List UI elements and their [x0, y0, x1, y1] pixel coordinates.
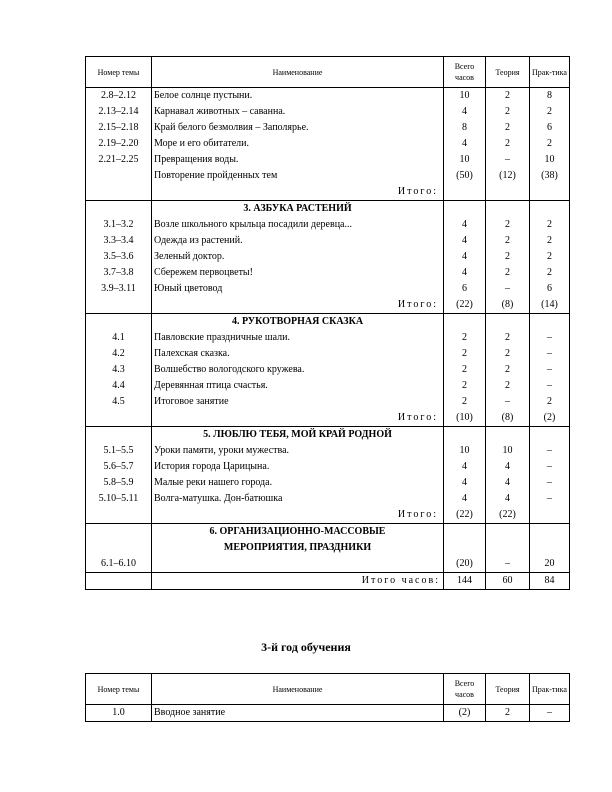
- row-num: 5.10–5.11: [98, 493, 139, 504]
- row-theory: 2: [505, 267, 510, 278]
- row-practice: 6: [547, 122, 552, 133]
- row-total: 4: [462, 251, 467, 262]
- section-total: (22): [456, 299, 473, 310]
- row-theory: –: [505, 154, 510, 165]
- header-name: Наименование: [152, 57, 444, 88]
- row-practice: –: [547, 332, 552, 343]
- row-practice: 10: [544, 154, 555, 165]
- section-practice: (2): [543, 412, 556, 423]
- grand-total-label: Итого часов:: [152, 573, 444, 590]
- row-name: [154, 556, 441, 572]
- row-name: Возле школьного крыльца посадили деревца...: [154, 219, 352, 230]
- num-column: [86, 427, 152, 524]
- header-name: Наименование: [152, 674, 444, 705]
- row-theory: 2: [505, 364, 510, 375]
- row-practice: –: [547, 461, 552, 472]
- row-num: 2.13–2.14: [98, 106, 139, 117]
- row-total: 2: [462, 380, 467, 391]
- row-theory: 2: [505, 219, 510, 230]
- total-column: [444, 314, 486, 427]
- row-name: Превращения воды.: [154, 154, 239, 165]
- row-num: 2.21–2.25: [98, 154, 139, 165]
- row-theory: 2: [505, 348, 510, 359]
- section-title: 3. АЗБУКА РАСТЕНИЙ: [243, 203, 352, 214]
- row-num: 3.5–3.6: [103, 251, 134, 262]
- grand-total: 144: [444, 573, 486, 590]
- table-row: [86, 705, 570, 722]
- row-practice: –: [547, 348, 552, 359]
- row-total: 10: [459, 154, 470, 165]
- row-theory: (12): [499, 170, 516, 181]
- row-practice: 2: [547, 267, 552, 278]
- section-title-line1: 6. ОРГАНИЗАЦИОННО-МАССОВЫЕ: [209, 526, 386, 537]
- section-block: [86, 314, 570, 427]
- row-total: 2: [462, 332, 467, 343]
- row-name: Итоговое занятие: [154, 396, 229, 407]
- row-total: 4: [462, 219, 467, 230]
- table-header-row: [86, 57, 570, 88]
- row-practice: –: [547, 477, 552, 488]
- row-num: 2.19–2.20: [98, 138, 139, 149]
- row-num: 4.3: [112, 364, 125, 375]
- row-theory: 2: [505, 106, 510, 117]
- row-practice: 2: [547, 138, 552, 149]
- row-total: (20): [456, 558, 473, 569]
- row-num: 4.1: [112, 332, 125, 343]
- year-heading: 3-й год обучения: [261, 640, 351, 654]
- row-total: 4: [462, 138, 467, 149]
- row-practice: 2: [547, 396, 552, 407]
- practice-column: [530, 427, 570, 524]
- row-num: 6.1–6.10: [101, 558, 136, 569]
- row-name: Волга-матушка. Дон-батюшка: [154, 493, 283, 504]
- grand-total-practice: 84: [530, 573, 570, 590]
- header-total: Всего часов: [444, 674, 486, 705]
- section-theory: (8): [501, 299, 514, 310]
- section-practice: [532, 507, 567, 523]
- row-num: 3.7–3.8: [103, 267, 134, 278]
- row-theory: 4: [505, 493, 510, 504]
- row-name: Палехская сказка.: [154, 348, 230, 359]
- section-practice: (14): [541, 299, 558, 310]
- name-column: [152, 314, 444, 427]
- row-name: Деревянная птица счастья.: [154, 380, 268, 391]
- theory-column: [486, 427, 530, 524]
- row-num: 5.8–5.9: [103, 477, 134, 488]
- row-practice: –: [547, 493, 552, 504]
- row-name: Повторение пройденных тем: [154, 170, 278, 181]
- row-name: Белое солнце пустыни.: [154, 90, 253, 101]
- row-theory: 2: [505, 138, 510, 149]
- grand-total-row: [86, 573, 570, 590]
- section-total-label: Итого:: [397, 186, 438, 197]
- row-name: Море и его обитатели.: [154, 138, 249, 149]
- row-name: Малые реки нашего города.: [154, 477, 273, 488]
- row-theory: –: [505, 396, 510, 407]
- header-theory: Теория: [486, 674, 530, 705]
- num-column: [86, 524, 152, 573]
- row-theory: 10: [502, 445, 513, 456]
- row-theory: 4: [505, 461, 510, 472]
- year3-table: [85, 673, 570, 722]
- row-name: Зеленый доктор.: [154, 251, 225, 262]
- row-practice: 2: [547, 106, 552, 117]
- row-total: 10: [459, 90, 470, 101]
- row-name: Сбережем первоцветы!: [154, 267, 253, 278]
- row-total: 2: [462, 364, 467, 375]
- row-theory: 2: [505, 122, 510, 133]
- header-total: Всего часов: [444, 57, 486, 88]
- theory-column: [486, 201, 530, 314]
- practice-column: [530, 88, 570, 201]
- row-name: Юный цветовод: [154, 283, 223, 294]
- row-total: 4: [462, 267, 467, 278]
- total-column: [444, 88, 486, 201]
- practice-column: [530, 201, 570, 314]
- row-name: Павловские праздничные шали.: [154, 332, 290, 343]
- row-theory: 2: [505, 332, 510, 343]
- row-theory: 4: [505, 477, 510, 488]
- row-practice: –: [530, 705, 570, 722]
- row-total: 4: [462, 461, 467, 472]
- name-column: [152, 524, 444, 573]
- practice-column: [530, 314, 570, 427]
- section-total-label: Итого:: [397, 412, 438, 423]
- row-theory: –: [505, 283, 510, 294]
- row-num: 2.15–2.18: [98, 122, 139, 133]
- total-column: [444, 201, 486, 314]
- section-title: 5. ЛЮБЛЮ ТЕБЯ, МОЙ КРАЙ РОДНОЙ: [203, 429, 392, 440]
- total-column: [444, 427, 486, 524]
- row-theory: 2: [505, 380, 510, 391]
- row-total: 10: [459, 445, 470, 456]
- row-practice: 2: [547, 219, 552, 230]
- row-num: 5.6–5.7: [103, 461, 134, 472]
- row-total: 4: [462, 477, 467, 488]
- num-column: [86, 201, 152, 314]
- theory-column: [486, 88, 530, 201]
- num-column: [86, 88, 152, 201]
- row-practice: 2: [547, 235, 552, 246]
- section-total: (22): [456, 509, 473, 520]
- section-title: 4. РУКОТВОРНАЯ СКАЗКА: [231, 316, 364, 327]
- row-num: 4.5: [112, 396, 125, 407]
- grand-total-theory: 60: [486, 573, 530, 590]
- total-column: [444, 524, 486, 573]
- header-num: Номер темы: [86, 674, 152, 705]
- row-name: Карнавал животных – саванна.: [154, 106, 286, 117]
- curriculum-table: [85, 56, 570, 590]
- section-total: (10): [456, 412, 473, 423]
- row-theory: –: [505, 558, 510, 569]
- row-name: История города Царицына.: [154, 461, 270, 472]
- row-practice: –: [547, 445, 552, 456]
- row-num: 2.8–2.12: [101, 90, 136, 101]
- row-name: Уроки памяти, уроки мужества.: [154, 445, 290, 456]
- row-practice: 2: [547, 251, 552, 262]
- row-total: 4: [462, 493, 467, 504]
- row-num: 5.1–5.5: [103, 445, 134, 456]
- row-total: 6: [462, 283, 467, 294]
- row-num: 3.9–3.11: [101, 283, 136, 294]
- row-theory: 2: [505, 90, 510, 101]
- section-block: [86, 427, 570, 524]
- row-total: 8: [462, 122, 467, 133]
- row-theory: 2: [486, 705, 530, 722]
- section-theory: (8): [501, 412, 514, 423]
- section-block: [86, 88, 570, 201]
- num-column: [86, 314, 152, 427]
- row-practice: –: [547, 364, 552, 375]
- practice-column: [530, 524, 570, 573]
- section-total-label: Итого:: [397, 509, 438, 520]
- row-total: 2: [462, 348, 467, 359]
- table-header-row: [86, 674, 570, 705]
- row-name: Вводное занятие: [152, 705, 444, 722]
- row-practice: 20: [544, 558, 555, 569]
- theory-column: [486, 524, 530, 573]
- row-total: 4: [462, 235, 467, 246]
- row-num: 3.3–3.4: [103, 235, 134, 246]
- header-practice: Прак-тика: [530, 674, 570, 705]
- row-theory: 2: [505, 235, 510, 246]
- row-num: 4.4: [112, 380, 125, 391]
- row-num: 3.1–3.2: [103, 219, 134, 230]
- row-practice: (38): [541, 170, 558, 181]
- section-title-line2: МЕРОПРИЯТИЯ, ПРАЗДНИКИ: [223, 542, 372, 553]
- name-column: [152, 427, 444, 524]
- row-practice: 8: [547, 90, 552, 101]
- row-name: Волшебство вологодского кружева.: [154, 364, 305, 375]
- section-theory: (22): [499, 509, 516, 520]
- name-column: [152, 201, 444, 314]
- header-theory: Теория: [486, 57, 530, 88]
- row-total: 4: [462, 106, 467, 117]
- theory-column: [486, 314, 530, 427]
- section-block: [86, 524, 570, 573]
- header-practice: Прак-тика: [530, 57, 570, 88]
- row-total: (50): [456, 170, 473, 181]
- row-total: 2: [462, 396, 467, 407]
- row-num: 1.0: [86, 705, 152, 722]
- header-num: Номер темы: [86, 57, 152, 88]
- row-theory: 2: [505, 251, 510, 262]
- row-num: 4.2: [112, 348, 125, 359]
- row-name: Край белого безмолвия – Заполярье.: [154, 122, 309, 133]
- row-practice: –: [547, 380, 552, 391]
- section-total-label: Итого:: [397, 299, 438, 310]
- row-total: (2): [444, 705, 486, 722]
- row-practice: 6: [547, 283, 552, 294]
- name-column: [152, 88, 444, 201]
- section-block: [86, 201, 570, 314]
- row-name: Одежда из растений.: [154, 235, 243, 246]
